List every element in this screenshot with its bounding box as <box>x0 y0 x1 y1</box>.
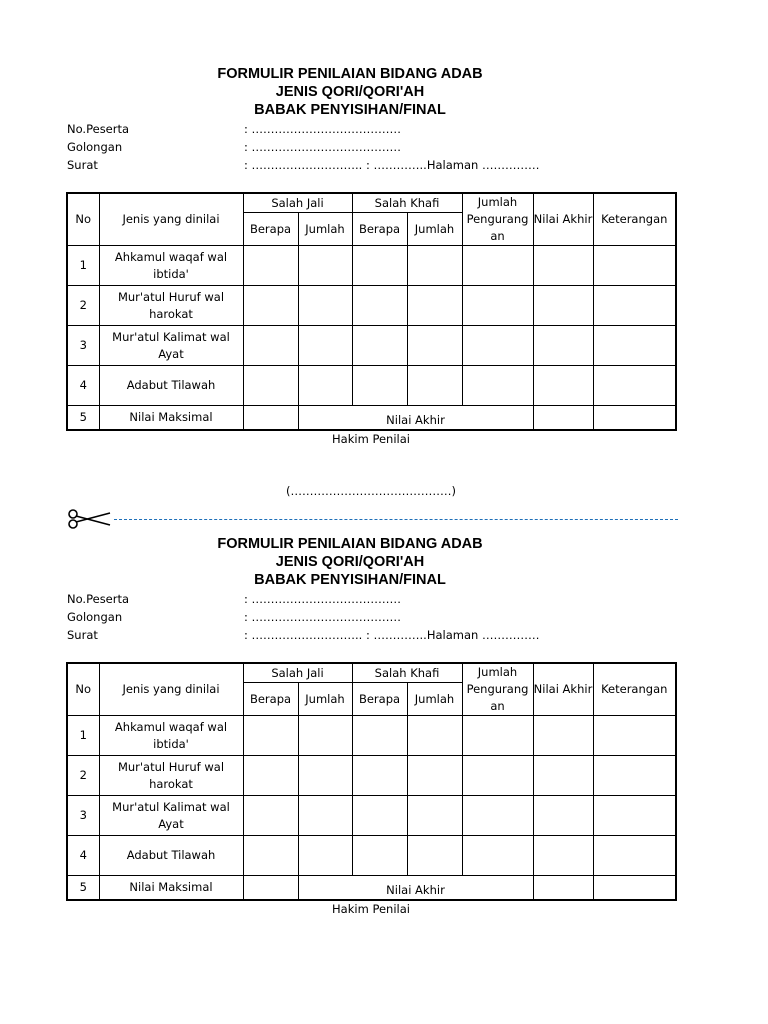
score-cell[interactable] <box>407 796 462 836</box>
col-header-berapa: Berapa <box>352 213 407 246</box>
score-cell[interactable] <box>462 716 533 756</box>
score-cell[interactable] <box>243 366 298 406</box>
score-cell[interactable] <box>298 286 352 326</box>
score-cell[interactable] <box>407 246 462 286</box>
row-jenis: Mur'atul Huruf wal harokat <box>99 286 243 326</box>
col-header-jumlah: Jumlah <box>298 213 352 246</box>
row-jenis: Ahkamul waqaf wal ibtida' <box>99 716 243 756</box>
score-cell[interactable] <box>533 406 593 430</box>
golongan-label: Golongan <box>67 140 123 154</box>
row-no: 5 <box>67 876 99 900</box>
table-row-maksimal <box>67 406 676 430</box>
col-header-berapa: Berapa <box>243 683 298 716</box>
col-header-jumlah: Jumlah <box>407 683 462 716</box>
score-cell[interactable] <box>352 286 407 326</box>
surat-label: Surat <box>67 158 98 172</box>
score-cell[interactable] <box>462 326 533 366</box>
table-row <box>67 836 676 876</box>
score-cell[interactable] <box>407 836 462 876</box>
score-cell[interactable] <box>407 326 462 366</box>
score-cell[interactable] <box>352 716 407 756</box>
score-cell[interactable] <box>298 326 352 366</box>
score-cell[interactable] <box>298 246 352 286</box>
score-cell[interactable] <box>533 836 593 876</box>
hakim-label: Hakim Penilai <box>332 432 410 446</box>
score-cell[interactable] <box>462 366 533 406</box>
col-header-keterangan: Keterangan <box>593 193 676 246</box>
score-cell[interactable] <box>352 366 407 406</box>
col-header-jumlah: Jumlah <box>298 683 352 716</box>
row-no: 3 <box>67 796 99 836</box>
table-row-maksimal <box>67 876 676 900</box>
form-title: FORMULIR PENILAIAN BIDANG ADAB <box>217 66 483 82</box>
score-cell[interactable] <box>533 796 593 836</box>
score-cell[interactable] <box>593 876 676 900</box>
score-cell[interactable] <box>593 326 676 366</box>
table-row <box>67 716 676 756</box>
row-jenis: Mur'atul Huruf wal harokat <box>99 756 243 796</box>
form-title: FORMULIR PENILAIAN BIDANG ADAB <box>217 536 483 552</box>
score-cell[interactable] <box>352 756 407 796</box>
score-cell[interactable] <box>533 246 593 286</box>
surat-field: : ……………………….. : …………..Halaman …………… <box>244 158 540 172</box>
col-header-jenis: Jenis yang dinilai <box>99 193 243 246</box>
score-cell[interactable] <box>593 756 676 796</box>
score-cell[interactable] <box>243 406 298 430</box>
score-cell[interactable] <box>407 366 462 406</box>
score-cell[interactable] <box>298 716 352 756</box>
peserta-field: : ………………………………… <box>244 122 402 136</box>
col-header-keterangan: Keterangan <box>593 663 676 716</box>
peserta-label: No.Peserta <box>67 122 130 136</box>
score-cell[interactable] <box>533 756 593 796</box>
score-cell[interactable] <box>593 286 676 326</box>
score-cell[interactable] <box>243 286 298 326</box>
col-header-jumlah-pengurangan: Jumlah Pengurang an <box>462 193 533 246</box>
col-header-no: No <box>67 193 99 246</box>
row-no: 2 <box>67 286 99 326</box>
score-cell[interactable] <box>533 366 593 406</box>
form-subtitle-jenis: JENIS QORI/QORI'AH <box>275 554 425 570</box>
score-cell[interactable] <box>243 246 298 286</box>
score-cell[interactable] <box>298 366 352 406</box>
score-cell[interactable] <box>533 326 593 366</box>
form-subtitle-jenis: JENIS QORI/QORI'AH <box>275 84 425 100</box>
score-table <box>66 192 677 431</box>
col-header-berapa: Berapa <box>243 213 298 246</box>
nilai-akhir-label: Nilai Akhir <box>298 876 533 900</box>
score-cell[interactable] <box>462 836 533 876</box>
score-cell[interactable] <box>593 716 676 756</box>
score-cell[interactable] <box>407 756 462 796</box>
row-no: 2 <box>67 756 99 796</box>
row-no: 3 <box>67 326 99 366</box>
row-jenis: Adabut Tilawah <box>99 366 243 406</box>
score-table <box>66 662 677 901</box>
score-cell[interactable] <box>462 796 533 836</box>
row-no: 4 <box>67 366 99 406</box>
score-cell[interactable] <box>462 286 533 326</box>
row-no: 1 <box>67 246 99 286</box>
row-jenis: Ahkamul waqaf wal ibtida' <box>99 246 243 286</box>
scissors-icon <box>66 509 112 529</box>
col-header-salah-khafi: Salah Khafi <box>352 663 462 683</box>
col-header-jenis: Jenis yang dinilai <box>99 663 243 716</box>
row-jenis: Mur'atul Kalimat wal Ayat <box>99 796 243 836</box>
table-row <box>67 366 676 406</box>
form-subtitle-babak: BABAK PENYISIHAN/FINAL <box>254 572 446 588</box>
score-cell[interactable] <box>298 836 352 876</box>
score-cell[interactable] <box>462 756 533 796</box>
score-cell[interactable] <box>243 796 298 836</box>
surat-label: Surat <box>67 628 98 642</box>
golongan-label: Golongan <box>67 610 123 624</box>
score-cell[interactable] <box>593 406 676 430</box>
score-cell[interactable] <box>533 876 593 900</box>
score-cell[interactable] <box>298 796 352 836</box>
golongan-field: : ………………………………… <box>244 610 402 624</box>
row-jenis: Adabut Tilawah <box>99 836 243 876</box>
col-header-salah-khafi: Salah Khafi <box>352 193 462 213</box>
score-cell[interactable] <box>298 756 352 796</box>
table-row <box>67 756 676 796</box>
row-no: 1 <box>67 716 99 756</box>
score-cell[interactable] <box>352 836 407 876</box>
col-header-berapa: Berapa <box>352 683 407 716</box>
row-jenis: Mur'atul Kalimat wal Ayat <box>99 326 243 366</box>
col-header-nilai-akhir: Nilai Akhir <box>533 193 593 246</box>
score-cell[interactable] <box>243 876 298 900</box>
cut-dashed-line <box>114 519 678 520</box>
table-row <box>67 286 676 326</box>
signature-line: (……………………………………) <box>286 484 456 498</box>
score-cell[interactable] <box>593 246 676 286</box>
cut-line <box>66 509 678 529</box>
surat-field: : ……………………….. : …………..Halaman …………… <box>244 628 540 642</box>
score-cell[interactable] <box>462 246 533 286</box>
golongan-field: : ………………………………… <box>244 140 402 154</box>
score-cell[interactable] <box>533 716 593 756</box>
nilai-akhir-label: Nilai Akhir <box>298 406 533 430</box>
score-cell[interactable] <box>243 756 298 796</box>
score-cell[interactable] <box>593 836 676 876</box>
col-header-nilai-akhir: Nilai Akhir <box>533 663 593 716</box>
col-header-jumlah-pengurangan: Jumlah Pengurang an <box>462 663 533 716</box>
score-cell[interactable] <box>243 836 298 876</box>
table-row <box>67 246 676 286</box>
row-no: 5 <box>67 406 99 430</box>
score-cell[interactable] <box>407 286 462 326</box>
score-cell[interactable] <box>533 286 593 326</box>
col-header-salah-jali: Salah Jali <box>243 193 352 213</box>
score-cell[interactable] <box>593 796 676 836</box>
col-header-jumlah: Jumlah <box>407 213 462 246</box>
hakim-label: Hakim Penilai <box>332 902 410 916</box>
score-cell[interactable] <box>243 326 298 366</box>
table-row <box>67 796 676 836</box>
score-cell[interactable] <box>352 246 407 286</box>
peserta-field: : ………………………………… <box>244 592 402 606</box>
score-cell[interactable] <box>593 366 676 406</box>
col-header-salah-jali: Salah Jali <box>243 663 352 683</box>
row-jenis: Nilai Maksimal <box>99 406 243 430</box>
score-cell[interactable] <box>407 716 462 756</box>
score-cell[interactable] <box>352 326 407 366</box>
form-subtitle-babak: BABAK PENYISIHAN/FINAL <box>254 102 446 118</box>
table-row <box>67 326 676 366</box>
row-jenis: Nilai Maksimal <box>99 876 243 900</box>
row-no: 4 <box>67 836 99 876</box>
col-header-no: No <box>67 663 99 716</box>
score-cell[interactable] <box>243 716 298 756</box>
score-cell[interactable] <box>352 796 407 836</box>
peserta-label: No.Peserta <box>67 592 130 606</box>
